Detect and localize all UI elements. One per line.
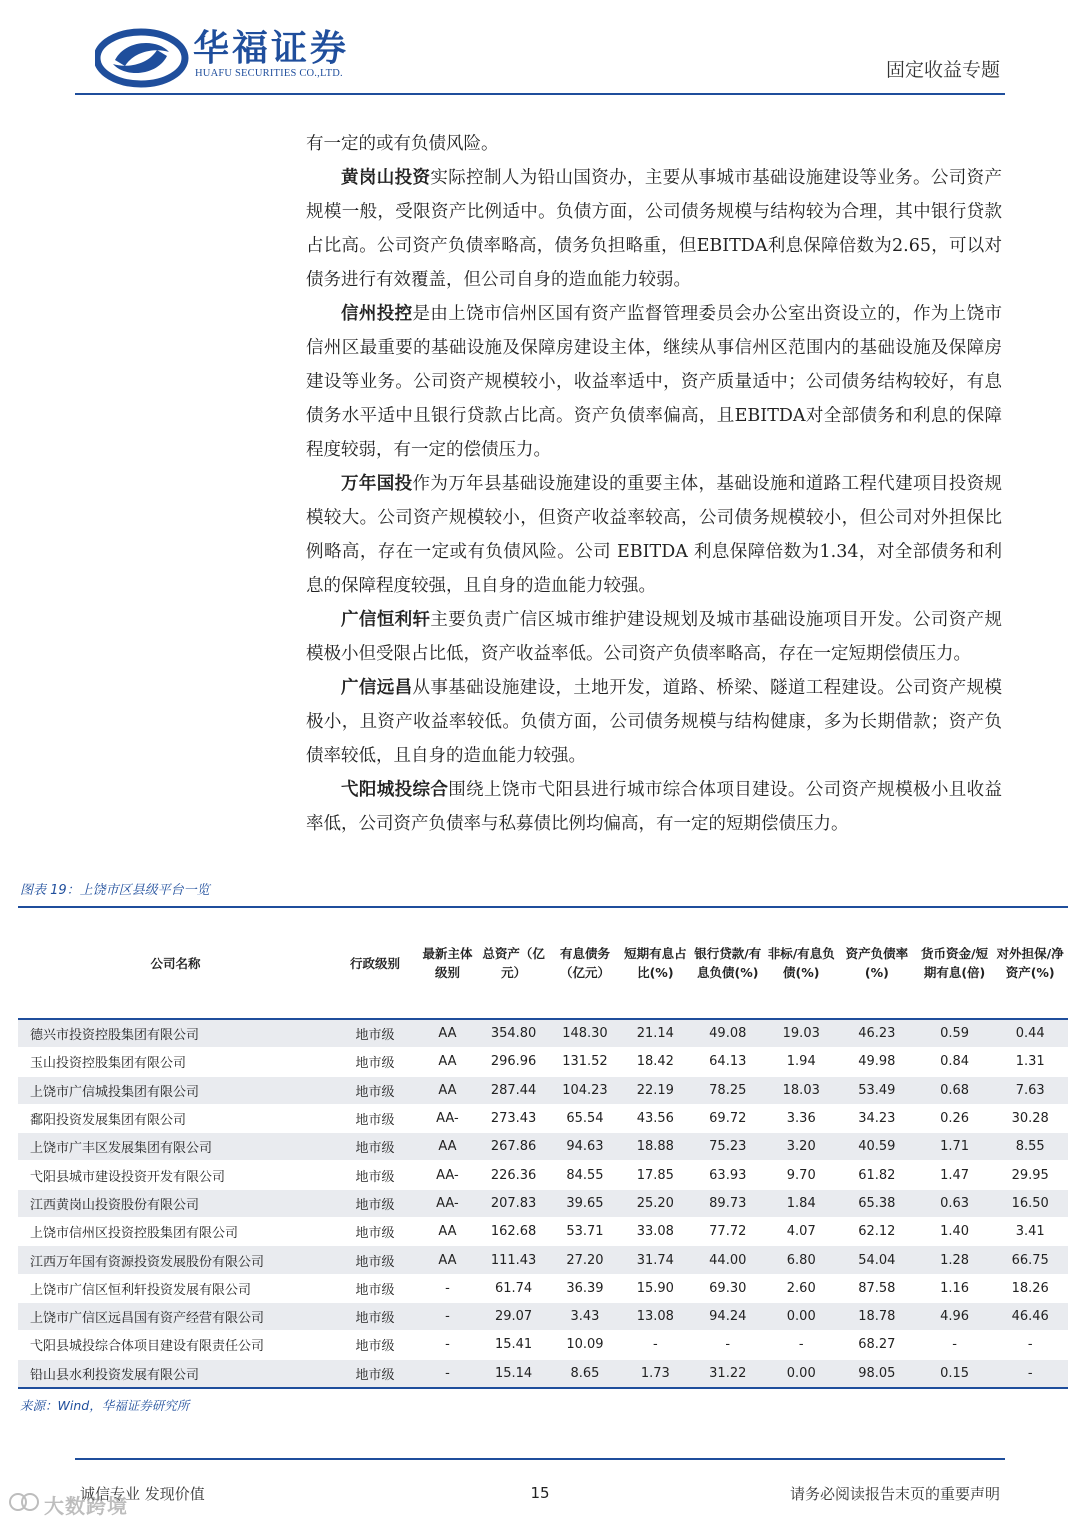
table-cell: 地市级: [333, 1133, 417, 1161]
figure-caption: 图表 19：上饶市区县级平台一览: [20, 883, 210, 898]
table-cell: 162.68: [478, 1218, 549, 1246]
column-header: 短期有息占比(%): [624, 946, 687, 980]
table-row: [18, 1218, 1068, 1246]
column-header: 货币资金/短期有息(倍): [921, 946, 989, 980]
table-cell: 15.41: [478, 1331, 549, 1359]
table-cell: 1.31: [992, 1048, 1068, 1076]
table-cell: 1.71: [917, 1133, 993, 1161]
table-row: [18, 1019, 1068, 1048]
table-cell: 148.30: [549, 1019, 620, 1048]
table-cell: -: [992, 1331, 1068, 1359]
company-name-cell: 江西万年国有资源投资发展股份有限公司: [18, 1246, 333, 1274]
table-cell: 地市级: [333, 1189, 417, 1217]
table-cell: -: [690, 1331, 766, 1359]
column-header: 有息债务（亿元）: [559, 946, 610, 980]
table-cell: 354.80: [478, 1019, 549, 1048]
table-cell: AA-: [417, 1189, 478, 1217]
table-cell: 地市级: [333, 1302, 417, 1330]
table-cell: 地市级: [333, 1076, 417, 1104]
company-name-cell: 弋阳县城投综合体项目建设有限责任公司: [18, 1331, 333, 1359]
table-cell: 33.08: [621, 1218, 690, 1246]
paragraph-text: 有一定的或有负债风险。: [306, 134, 499, 154]
footer-divider: [75, 1458, 1005, 1460]
table-cell: 0.63: [917, 1189, 993, 1217]
company-shortname: 广信远昌: [341, 678, 413, 698]
paragraph: [306, 467, 1002, 603]
table-cell: 30.28: [992, 1104, 1068, 1132]
table-cell: 18.26: [992, 1274, 1068, 1302]
table-cell: -: [417, 1331, 478, 1359]
table-cell: 2.60: [766, 1274, 837, 1302]
table-cell: 62.12: [837, 1218, 917, 1246]
table-cell: 地市级: [333, 1274, 417, 1302]
table-cell: 3.20: [766, 1133, 837, 1161]
paragraph-text: 实际控制人为铅山国资办，主要从事城市基础设施建设等业务。公司资产规模一般，受限资产比例适中。负债方面，公司债务规模与结构较为合理，其中银行贷款占比高。公司资产负债率略高，债务负担略重，但EBITDA利息保障倍数为2.65，可以对债务进行有效覆盖，但公司自身的造血能力较弱。: [306, 168, 1002, 290]
table-cell: 54.04: [837, 1246, 917, 1274]
company-name-cell: 上饶市广丰区发展集团有限公司: [18, 1133, 333, 1161]
table-cell: 43.56: [621, 1104, 690, 1132]
body-text: [306, 127, 1002, 841]
column-header: 银行贷款/有息负债(%): [694, 946, 762, 980]
table-cell: 1.40: [917, 1218, 993, 1246]
table-cell: 13.08: [621, 1302, 690, 1330]
page-number: 15: [530, 1484, 550, 1502]
table-cell: 36.39: [549, 1274, 620, 1302]
huafu-logo-icon: [95, 28, 191, 88]
watermark-text: 大数跨境: [44, 1494, 128, 1518]
table-cell: 16.50: [992, 1189, 1068, 1217]
table-cell: 6.80: [766, 1246, 837, 1274]
table-cell: 0.59: [917, 1019, 993, 1048]
table-cell: 1.84: [766, 1189, 837, 1217]
table-cell: 44.00: [690, 1246, 766, 1274]
table-cell: 68.27: [837, 1331, 917, 1359]
table-cell: 0.68: [917, 1076, 993, 1104]
paragraph-text: 是由上饶市信州区国有资产监督管理委员会办公室出资设立的，作为上饶市信州区最重要的基础设施及保障房建设主体，继续从事信州区范围内的基础设施及保障房建设等业务。公司资产规模较小，收益率适中，资产质量适中；公司债务结构较好，有息债务水平适中且银行贷款占比高。资产负债率偏高，且EBITDA对全部债务和利息的保障程度较弱，有一定的偿债压力。: [306, 304, 1002, 460]
table-cell: 18.88: [621, 1133, 690, 1161]
table-cell: 15.14: [478, 1359, 549, 1388]
company-logo: [95, 26, 365, 90]
company-shortname: 弋阳城投综合: [341, 780, 449, 800]
table-cell: AA-: [417, 1104, 478, 1132]
table-cell: 69.30: [690, 1274, 766, 1302]
paragraph: [306, 127, 1002, 161]
table-row: [18, 1161, 1068, 1189]
header-divider: [75, 93, 1005, 95]
table-cell: 94.24: [690, 1302, 766, 1330]
table-cell: 1.47: [917, 1161, 993, 1189]
table-cell: 地市级: [333, 1019, 417, 1048]
table-cell: 273.43: [478, 1104, 549, 1132]
logo-english-name: HUAFU SECURITIES CO.,LTD.: [195, 68, 343, 79]
paragraph: [306, 773, 1002, 841]
table-cell: 267.86: [478, 1133, 549, 1161]
paragraph-text: 围绕上饶市弋阳县进行城市综合体项目建设。公司资产规模极小且收益率低，公司资产负债率与私募债比例均偏高，有一定的短期偿债压力。: [306, 780, 1002, 834]
table-row: [18, 1331, 1068, 1359]
table-cell: 64.13: [690, 1048, 766, 1076]
table-cell: 地市级: [333, 1048, 417, 1076]
company-shortname: 广信恒利轩: [341, 610, 431, 630]
company-name-cell: 上饶市广信区恒利轩投资发展有限公司: [18, 1274, 333, 1302]
table-row: [18, 1133, 1068, 1161]
table-cell: 207.83: [478, 1189, 549, 1217]
table-cell: 19.03: [766, 1019, 837, 1048]
table-cell: 29.95: [992, 1161, 1068, 1189]
table-cell: AA: [417, 1246, 478, 1274]
table-cell: 4.07: [766, 1218, 837, 1246]
table-cell: 10.09: [549, 1331, 620, 1359]
table-cell: 287.44: [478, 1076, 549, 1104]
table-cell: 296.96: [478, 1048, 549, 1076]
figure-source: 来源：Wind，华福证券研究所: [20, 1398, 190, 1413]
table-cell: 18.42: [621, 1048, 690, 1076]
table-cell: 84.55: [549, 1161, 620, 1189]
watermark: [8, 1486, 148, 1520]
data-table: [18, 906, 1068, 1389]
table-cell: 地市级: [333, 1359, 417, 1388]
table-cell: 77.72: [690, 1218, 766, 1246]
table-row: [18, 1274, 1068, 1302]
table-row: [18, 1359, 1068, 1388]
table-cell: AA: [417, 1218, 478, 1246]
table-row: [18, 1302, 1068, 1330]
table-cell: AA: [417, 1076, 478, 1104]
company-name-cell: 鄱阳投资发展集团有限公司: [18, 1104, 333, 1132]
watermark-logo-icon: [8, 1488, 40, 1516]
table-cell: 53.49: [837, 1076, 917, 1104]
table-cell: 94.63: [549, 1133, 620, 1161]
table-cell: 226.36: [478, 1161, 549, 1189]
company-shortname: 万年国投: [341, 474, 413, 494]
table-row: [18, 1048, 1068, 1076]
table-cell: -: [417, 1302, 478, 1330]
company-name-cell: 上饶市广信区远昌国有资产经营有限公司: [18, 1302, 333, 1330]
table-cell: 3.43: [549, 1302, 620, 1330]
table-cell: 111.43: [478, 1246, 549, 1274]
company-name-cell: 江西黄岗山投资股份有限公司: [18, 1189, 333, 1217]
table-cell: 地市级: [333, 1218, 417, 1246]
table-cell: 22.19: [621, 1076, 690, 1104]
table-cell: 4.96: [917, 1302, 993, 1330]
table-cell: 0.44: [992, 1019, 1068, 1048]
table-cell: -: [766, 1331, 837, 1359]
table-row: [18, 1076, 1068, 1104]
table-cell: -: [417, 1359, 478, 1388]
table-cell: -: [417, 1274, 478, 1302]
table-cell: 8.65: [549, 1359, 620, 1388]
logo-chinese-name: 华福证券: [193, 27, 350, 69]
footer-disclaimer: 请务必阅读报告末页的重要声明: [789, 1485, 1000, 1503]
table-header-row: [18, 907, 1068, 1019]
table-cell: 地市级: [333, 1104, 417, 1132]
table-cell: 53.71: [549, 1218, 620, 1246]
paragraph-text: 作为万年县基础设施建设的重要主体，基础设施和道路工程代建项目投资规模较大。公司资产规模较小，但资产收益率较高，公司债务规模较小，但公司对外担保比例略高，存在一定或有负债风险。公司 EBITDA 利息保障倍数为1.34，对全部债务和利息的保障程度较强，且自身的造血能力较强。: [306, 474, 1002, 596]
company-name-cell: 德兴市投资控股集团有限公司: [18, 1019, 333, 1048]
table-cell: 地市级: [333, 1161, 417, 1189]
paragraph-text: 主要负责广信区城市维护建设规划及城市基础设施项目开发。公司资产规模极小但受限占比低，资产收益率低。公司资产负债率略高，存在一定短期偿债压力。: [306, 610, 1002, 664]
paragraph-text: 从事基础设施建设，土地开发，道路、桥梁、隧道工程建设。公司资产规模极小，且资产收益率较低。负债方面，公司债务规模与结构健康，多为长期借款；资产负债率较低，且自身的造血能力较强。: [306, 678, 1002, 766]
table-cell: 9.70: [766, 1161, 837, 1189]
table-cell: -: [917, 1331, 993, 1359]
table-cell: 39.65: [549, 1189, 620, 1217]
table-cell: 65.38: [837, 1189, 917, 1217]
table-cell: 69.72: [690, 1104, 766, 1132]
table-cell: 78.25: [690, 1076, 766, 1104]
table-cell: 98.05: [837, 1359, 917, 1388]
column-header: 最新主体级别: [422, 946, 473, 980]
table-cell: 18.03: [766, 1076, 837, 1104]
paragraph: [306, 671, 1002, 773]
table-cell: 49.98: [837, 1048, 917, 1076]
table-cell: 31.74: [621, 1246, 690, 1274]
table-cell: 63.93: [690, 1161, 766, 1189]
table-cell: 15.90: [621, 1274, 690, 1302]
column-header: 总资产（亿元）: [482, 946, 545, 980]
paragraph: [306, 161, 1002, 297]
table-cell: 61.82: [837, 1161, 917, 1189]
table-cell: 地市级: [333, 1246, 417, 1274]
company-shortname: 信州投控: [341, 304, 413, 324]
table-cell: 17.85: [621, 1161, 690, 1189]
table-cell: 49.08: [690, 1019, 766, 1048]
company-name-cell: 上饶市信州区投资控股集团有限公司: [18, 1218, 333, 1246]
table-cell: 7.63: [992, 1076, 1068, 1104]
table-cell: -: [992, 1359, 1068, 1388]
paragraph: [306, 297, 1002, 467]
table-cell: 75.23: [690, 1133, 766, 1161]
table-cell: 3.36: [766, 1104, 837, 1132]
report-category: 固定收益专题: [885, 59, 1000, 81]
table-cell: 1.28: [917, 1246, 993, 1274]
table-cell: 87.58: [837, 1274, 917, 1302]
column-header: 非标/有息负债(%): [767, 946, 835, 980]
table-cell: 地市级: [333, 1331, 417, 1359]
company-name-cell: 铅山县水利投资发展有限公司: [18, 1359, 333, 1388]
table-cell: 46.46: [992, 1302, 1068, 1330]
paragraph: [306, 603, 1002, 671]
table-row: [18, 1104, 1068, 1132]
table-cell: 1.16: [917, 1274, 993, 1302]
column-header: 公司名称: [150, 955, 201, 971]
table-cell: 0.84: [917, 1048, 993, 1076]
table-row: [18, 1189, 1068, 1217]
column-header: 资产负债率(%): [845, 946, 909, 980]
company-name-cell: 玉山投资控股集团有限公司: [18, 1048, 333, 1076]
table-cell: 8.55: [992, 1133, 1068, 1161]
table-cell: 0.00: [766, 1302, 837, 1330]
column-header: 行政级别: [349, 955, 400, 971]
table-body: [18, 1019, 1068, 1388]
table-cell: 40.59: [837, 1133, 917, 1161]
table-cell: AA: [417, 1019, 478, 1048]
table-cell: 61.74: [478, 1274, 549, 1302]
table-cell: AA-: [417, 1161, 478, 1189]
table-cell: 34.23: [837, 1104, 917, 1132]
table-cell: 3.41: [992, 1218, 1068, 1246]
table-cell: -: [621, 1331, 690, 1359]
table-cell: 66.75: [992, 1246, 1068, 1274]
table-cell: 1.94: [766, 1048, 837, 1076]
company-shortname: 黄岗山投资: [341, 168, 431, 188]
table-cell: 21.14: [621, 1019, 690, 1048]
company-name-cell: 弋阳县城市建设投资开发有限公司: [18, 1161, 333, 1189]
table-cell: AA: [417, 1048, 478, 1076]
footer-slogan: 诚信专业 发现价值: [80, 1485, 205, 1503]
table-cell: 0.15: [917, 1359, 993, 1388]
company-name-cell: 上饶市广信城投集团有限公司: [18, 1076, 333, 1104]
table-cell: 18.78: [837, 1302, 917, 1330]
table-cell: 27.20: [549, 1246, 620, 1274]
column-header: 对外担保/净资产(%): [996, 946, 1064, 980]
table-cell: 89.73: [690, 1189, 766, 1217]
table-cell: 104.23: [549, 1076, 620, 1104]
table-cell: 29.07: [478, 1302, 549, 1330]
table-cell: 25.20: [621, 1189, 690, 1217]
table-cell: 1.73: [621, 1359, 690, 1388]
table-cell: AA: [417, 1133, 478, 1161]
table-cell: 46.23: [837, 1019, 917, 1048]
table-row: [18, 1246, 1068, 1274]
table-cell: 0.00: [766, 1359, 837, 1388]
table-cell: 31.22: [690, 1359, 766, 1388]
table-cell: 0.26: [917, 1104, 993, 1132]
table-cell: 131.52: [549, 1048, 620, 1076]
table-cell: 65.54: [549, 1104, 620, 1132]
platform-table: [18, 906, 1068, 1389]
